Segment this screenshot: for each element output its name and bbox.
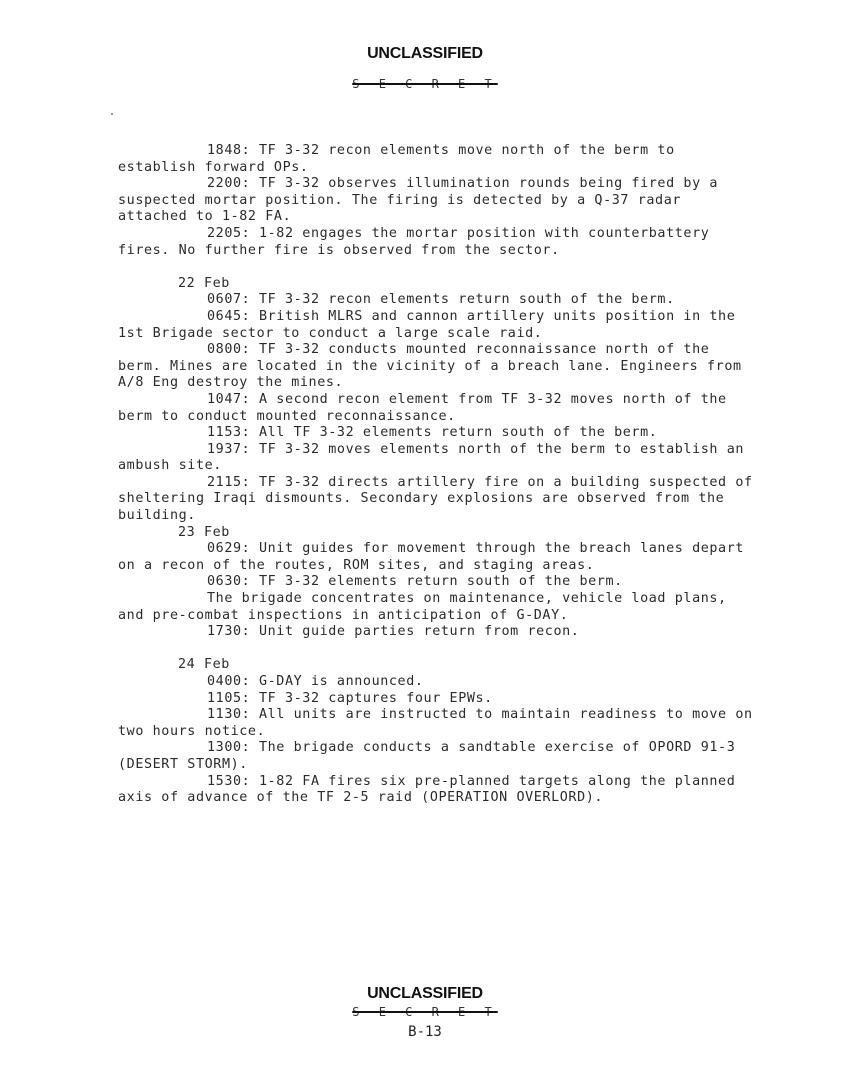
log-entry: 0630: TF 3-32 elements return south of the berm. <box>207 574 623 590</box>
date-heading-24-feb: 24 Feb <box>178 657 230 673</box>
scan-speck <box>111 113 113 115</box>
log-entry: 1105: TF 3-32 captures four EPWs. <box>207 690 493 706</box>
footer-struck-marking: S E C R E T <box>352 1005 498 1019</box>
header-classification: UNCLASSIFIED <box>367 45 483 62</box>
footer-classification: UNCLASSIFIED <box>367 985 483 1002</box>
log-entry: 2200: TF 3-32 observes illumination rounds being fired by a suspected mortar position. The firing is detected by a Q-37 radar attached to 1-82 FA. <box>118 176 719 225</box>
document-body <box>118 143 758 807</box>
log-entry: The brigade concentrates on maintenance, vehicle load plans, and pre-combat inspections in anticipation of G-DAY. <box>118 591 727 623</box>
log-entry: 0800: TF 3-32 conducts mounted reconnaissance north of the berm. Mines are located in the vicinity of a breach lane. Engineers from A/8 Eng destroy the mines. <box>118 342 742 391</box>
log-entry: 0400: G-DAY is announced. <box>207 674 424 689</box>
log-entry: 1530: 1-82 FA fires six pre-planned targets along the planned axis of advance of the TF 2-5 raid (OPERATION OVERLORD). <box>118 773 736 806</box>
log-entry: 2205: 1-82 engages the mortar position with counterbattery fires. No further fire is observed from the sector. <box>118 225 710 258</box>
log-entry: 1730: Unit guide parties return from recon. <box>207 624 580 640</box>
log-entry: 1848: TF 3-32 recon elements move north of the berm to establish forward OPs. <box>118 143 675 175</box>
header-struck-marking: S E C R E T <box>352 77 498 91</box>
log-entry: 0645: British MLRS and cannon artillery units position in the 1st Brigade sector to conduct a large scale raid. <box>118 308 736 341</box>
page-number: B-13 <box>408 1024 442 1040</box>
date-heading-23-feb: 23 Feb <box>178 524 230 540</box>
date-heading-22-feb: 22 Feb <box>178 275 230 291</box>
log-entry: 1300: The brigade conducts a sandtable exercise of OPORD 91-3 (DESERT STORM). <box>118 740 736 772</box>
log-entry: 1130: All units are instructed to maintain readiness to move on two hours notice. <box>118 707 753 739</box>
log-entry: 1937: TF 3-32 moves elements north of the berm to establish an ambush site. <box>118 441 745 474</box>
log-entry: 1047: A second recon element from TF 3-32 moves north of the berm to conduct mounted reconnaissance. <box>118 391 727 424</box>
log-entry: 2115: TF 3-32 directs artillery fire on a building suspected of sheltering Iraqi dismounts. Secondary explosions are observed from the building. <box>118 474 753 524</box>
log-entry: 0629: Unit guides for movement through the breach lanes depart on a recon of the routes, ROM sites, and staging areas. <box>118 541 745 573</box>
log-entry: 1153: All TF 3-32 elements return south of the berm. <box>207 425 658 441</box>
log-entry: 0607: TF 3-32 recon elements return south of the berm. <box>207 292 675 308</box>
